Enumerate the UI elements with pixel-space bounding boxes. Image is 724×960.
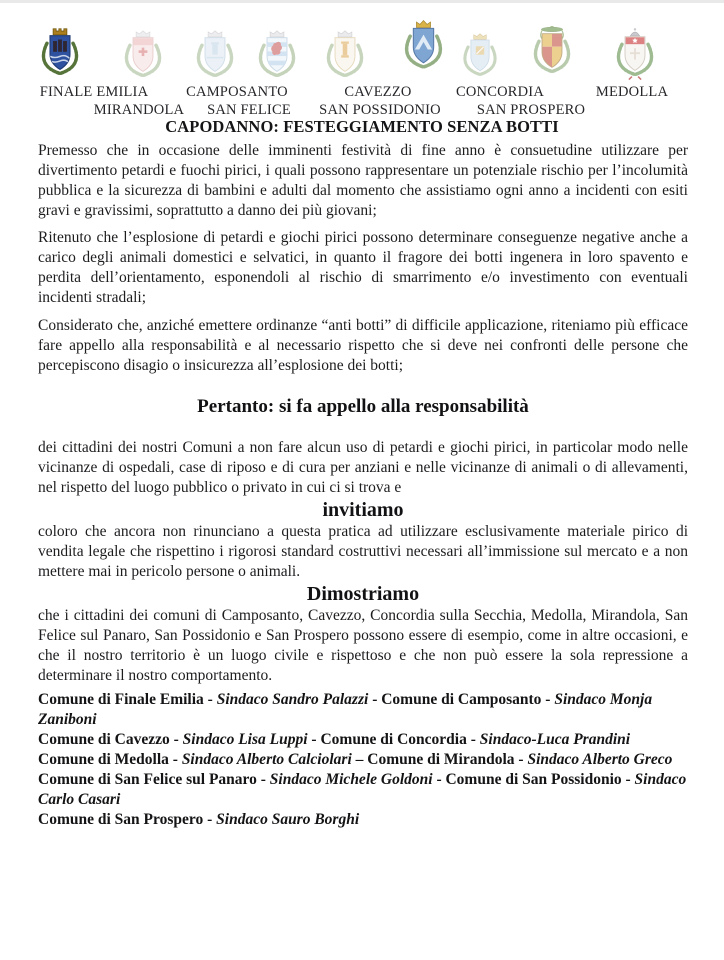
municipality-name-san-felice: SAN FELICE xyxy=(207,102,291,118)
paragraph-ritenuto: Ritenuto che l’esplosione di petardi e giochi pirici possono determinare conseguenze negative anche a carico degli animali domestici e selvatici, in quanto il fragore dei botti ingenera in loro spavento e perdita dell’orientamento, esponendoli al rischio di smarrimento e/o investimento con eventuali incidenti stradali; xyxy=(38,229,688,306)
medolla-crest-icon xyxy=(612,16,658,88)
signature-line xyxy=(38,730,688,750)
municipality-name-camposanto: CAMPOSANTO xyxy=(186,84,288,100)
signature-sindaco-name: Sindaco Alberto Greco xyxy=(527,751,673,768)
signature-line xyxy=(38,690,688,730)
signature-sindaco-name: Sindaco Monja Zaniboni xyxy=(38,691,653,728)
cavezzo-crest-icon xyxy=(322,17,368,89)
signature-comune-label: Comune di Medolla - xyxy=(38,751,182,768)
signature-sindaco-name: Sindaco-Luca Prandini xyxy=(479,731,631,748)
paragraph-premesso: Premesso che in occasione delle imminenti festività di fine anno è consuetudine utilizzare per divertimento petardi e fuochi pirici, i quali possono rappresentare un potenziale rischio per l’incolumità pubblica e la sicurezza di bambini e adulti dal momento che assistiamo ogni anno a incidenti con esiti gravi e gravissimi, soprattutto a danno dei più giovani; xyxy=(38,142,688,219)
municipality-name-finale-emilia: FINALE EMILIA xyxy=(39,84,149,100)
paragraph-invito: coloro che ancora non rinunciano a questa pratica ad utilizzare esclusivamente materiale pirico di vendita legale che rispettino i rigorosi standard costruttivi necessari all’immissione sul mercato e a non mettere mai in pericolo persone o animali. xyxy=(38,523,688,580)
heading-dimostriamo: Dimostriamo xyxy=(306,583,420,605)
municipality-name-medolla: MEDOLLA xyxy=(595,84,669,100)
camposanto-crest-icon xyxy=(192,17,238,89)
signature-line xyxy=(38,750,688,770)
municipality-name-san-prospero: SAN PROSPERO xyxy=(476,102,586,118)
signature-sindaco-name: Sindaco Michele Goldoni xyxy=(269,771,433,788)
signature-comune-label: – Comune di Mirandola - xyxy=(351,751,528,768)
municipality-name-cavezzo: CAVEZZO xyxy=(344,84,412,100)
municipality-name-san-possidonio: SAN POSSIDONIO xyxy=(319,102,441,118)
san-possidonio-crest-icon xyxy=(400,7,447,81)
heading-invitiamo: invitiamo xyxy=(322,499,404,521)
signature-line xyxy=(38,770,688,810)
signature-comune-label: Comune di Cavezzo - xyxy=(38,731,183,748)
signature-block xyxy=(38,690,688,830)
signature-line xyxy=(38,810,688,830)
document-body xyxy=(38,141,688,830)
signature-comune-label: Comune di San Felice sul Panaro - xyxy=(38,771,270,788)
san-felice-crest-icon xyxy=(254,17,300,89)
signature-sindaco-name: Sindaco Sandro Palazzi xyxy=(216,691,369,708)
concordia-crest-icon xyxy=(459,21,501,87)
san-prospero-crest-icon xyxy=(529,13,575,85)
signature-sindaco-name: Sindaco Sauro Borghi xyxy=(216,811,360,828)
signature-sindaco-name: Sindaco Lisa Luppi xyxy=(182,731,308,748)
municipality-name-concordia: CONCORDIA xyxy=(456,84,544,100)
paragraph-considerato: Considerato che, anziché emettere ordinanze “anti botti” di difficile applicazione, riteniamo più efficace fare appello alla responsabilità e al necessario rispetto che si deve nei confronti delle persone che percepiscono disagio o insicurezza all’esplosione dei botti; xyxy=(38,317,688,374)
signature-comune-label: - Comune di Camposanto - xyxy=(368,691,555,708)
municipality-name-mirandola: MIRANDOLA xyxy=(93,102,185,118)
mirandola-crest-icon xyxy=(120,17,166,89)
paragraph-dimostriamo: che i cittadini dei comuni di Camposanto, Cavezzo, Concordia sulla Secchia, Medolla, Mirandola, San Felice sul Panaro, San Possidonio e San Prospero possono essere di esempio, come in altre occasioni, e che il nostro territorio è un luogo civile e rispettoso e che non può essere la sola repressione a determinare il nostro comportamento. xyxy=(38,607,688,684)
document-header xyxy=(0,0,724,137)
paragraph-appello: dei cittadini dei nostri Comuni a non fare alcun uso di petardi e giochi pirici, in particolar modo nelle vicinanze di ospedali, case di riposo e di cura per anziani e nelle vicinanze di animali o di allevamenti, nel rispetto del luogo pubblico o privato in cui ci si trova e xyxy=(38,439,688,496)
signature-comune-label: - Comune di San Possidonio - xyxy=(432,771,635,788)
signature-sindaco-name: Sindaco Alberto Calciolari xyxy=(181,751,352,768)
signature-comune-label: Comune di San Prospero - xyxy=(38,811,217,828)
heading-pertanto: Pertanto: si fa appello alla responsabilità xyxy=(197,396,529,417)
document-title: CAPODANNO: FESTEGGIAMENTO SENZA BOTTI xyxy=(165,117,559,136)
finale-emilia-crest-icon xyxy=(37,15,83,87)
signature-comune-label: Comune di Finale Emilia - xyxy=(38,691,217,708)
signature-sindaco-name: Sindaco Carlo Casari xyxy=(38,771,687,808)
signature-comune-label: - Comune di Concordia - xyxy=(307,731,480,748)
